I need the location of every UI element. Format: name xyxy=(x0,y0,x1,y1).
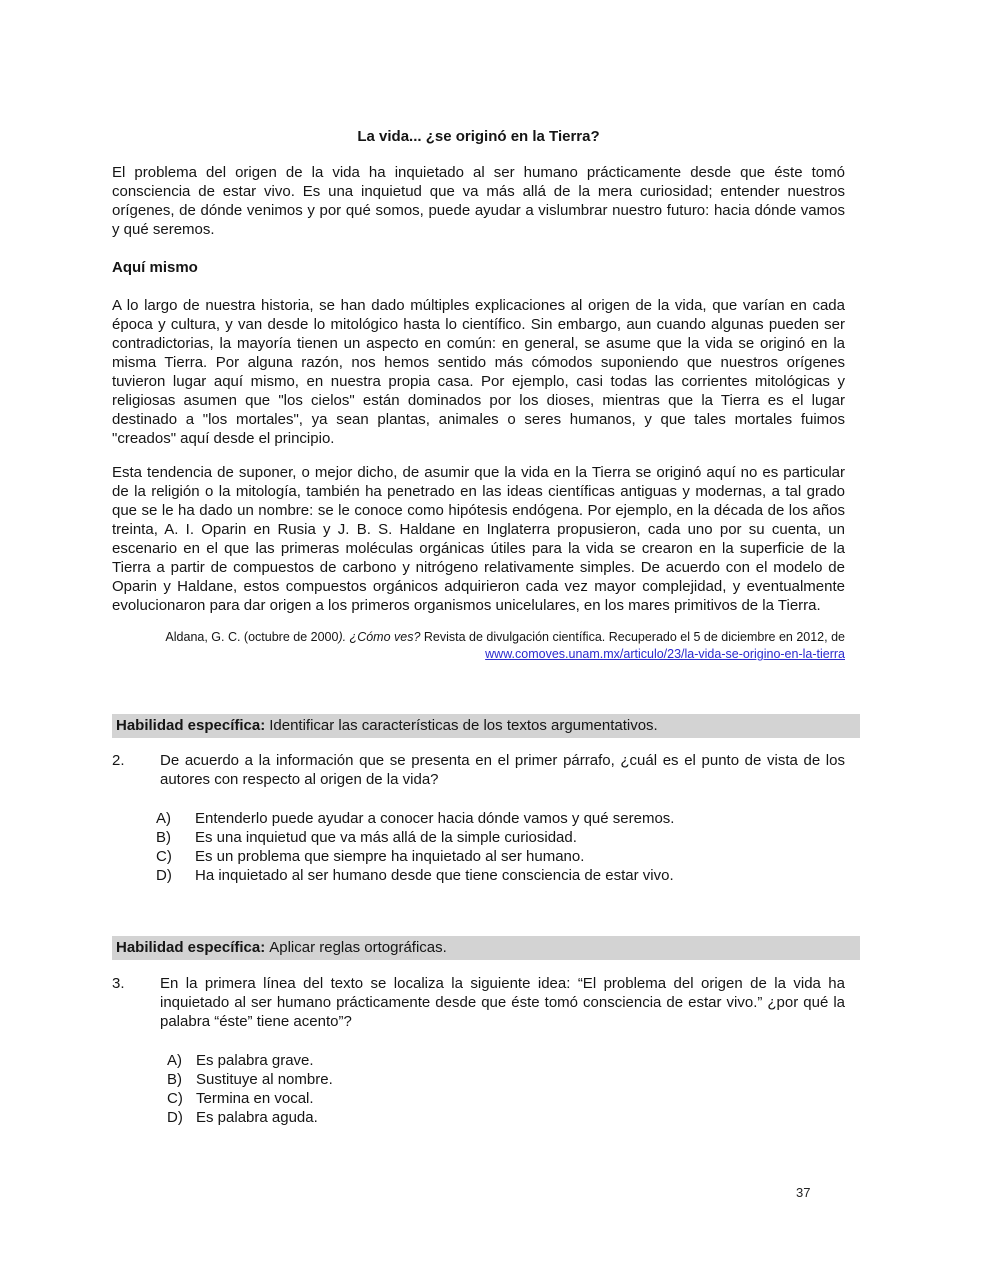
citation xyxy=(112,629,845,663)
question-2 xyxy=(112,751,845,789)
option-3c-text: Termina en vocal. xyxy=(196,1090,314,1107)
option-2b-letter: B) xyxy=(156,829,171,846)
article-paragraph-2: A lo largo de nuestra historia, se han dado múltiples explicaciones al origen de la vida, que varían en cada época y cultura, y van desde lo mitológico hasta lo científico. Sin embargo, aun cuando algunas pueden ser contradictorias, la mayoría tienen un aspecto en común: en general, se asume que la vida se originó en la misma Tierra. Por alguna razón, nos hemos sentido más cómodos suponiendo que nuestros orígenes tuvieron lugar aquí mismo, en nuestra propia casa. Por ejemplo, casi todas las corrientes mitológicas y religiosas asumen que "los cielos" están dominados por los dioses, mientras que la Tierra es el lugar destinado a "los mortales", ya sean plantas, animales o seres humanos, y que tales mortales fuimos "creados" aquí desde el principio. xyxy=(112,297,845,447)
citation-link[interactable]: www.comoves.unam.mx/articulo/23/la-vida-se-origino-en-la-tierra xyxy=(485,647,845,661)
option-2c xyxy=(156,847,845,866)
skill-bar-2 xyxy=(112,936,860,960)
page-content xyxy=(112,127,860,1127)
option-3a xyxy=(167,1051,845,1070)
citation-text-end: Revista de divulgación científica. Recuperado el 5 de diciembre en 2012, de xyxy=(420,630,845,644)
option-2c-text: Es un problema que siempre ha inquietado al ser humano. xyxy=(195,848,585,865)
option-3b-text: Sustituye al nombre. xyxy=(196,1071,333,1088)
question-2-text: De acuerdo a la información que se presenta en el primer párrafo, ¿cuál es el punto de vista de los autores con respecto al origen de la vida? xyxy=(160,752,845,788)
skill-text-2: Aplicar reglas ortográficas. xyxy=(269,939,447,956)
option-2a xyxy=(156,809,845,828)
article-paragraph-1: El problema del origen de la vida ha inquietado al ser humano prácticamente desde que éste tomó consciencia de estar vivo. Es una inquietud que va más allá de la mera curiosidad; entender nuestros orígenes, de dónde venimos y por qué somos, puede ayudar a vislumbrar nuestro futuro: hacia dónde vamos y qué seremos. xyxy=(112,164,845,238)
option-3a-text: Es palabra grave. xyxy=(196,1052,314,1069)
article-subheading: Aquí mismo xyxy=(112,259,198,276)
option-3d-text: Es palabra aguda. xyxy=(196,1109,318,1126)
option-3b xyxy=(167,1070,845,1089)
option-2d xyxy=(156,866,845,885)
article-title: La vida... ¿se originó en la Tierra? xyxy=(357,128,600,145)
question-3-text: En la primera línea del texto se localiza la siguiente idea: “El problema del origen de la vida ha inquietado al ser humano prácticamente desde que éste tomó consciencia de estar vivo.” ¿por qué la palabra “éste” tiene acento”? xyxy=(160,975,845,1030)
citation-text-start: Aldana, G. C. (octubre de 2000 xyxy=(165,630,339,644)
question-2-number: 2. xyxy=(112,752,125,769)
citation-text-italic: ). ¿Cómo ves? xyxy=(338,630,421,644)
option-2b-text: Es una inquietud que va más allá de la simple curiosidad. xyxy=(195,829,577,846)
option-2d-text: Ha inquietado al ser humano desde que tiene consciencia de estar vivo. xyxy=(195,867,674,884)
question-3-number: 3. xyxy=(112,975,125,992)
option-2c-letter: C) xyxy=(156,848,172,865)
option-2a-letter: A) xyxy=(156,810,171,827)
option-3d-letter: D) xyxy=(167,1109,183,1126)
page-number: 37 xyxy=(796,1185,811,1200)
option-2b xyxy=(156,828,845,847)
question-3-options xyxy=(167,1051,845,1127)
article-paragraph-3: Esta tendencia de suponer, o mejor dicho, de asumir que la vida en la Tierra se originó aquí no es particular de la religión o la mitología, también ha penetrado en las ideas científicas antiguas y modernas, a tal grado que se le ha dado un nombre: se le conoce como hipótesis endógena. Por ejemplo, en la década de los años treinta, A. I. Oparin en Rusia y J. B. S. Haldane en Inglaterra propusieron, cada uno por su cuenta, un escenario en el que las primeras moléculas orgánicas útiles para la vida se crearon en la superficie de la Tierra a partir de compuestos de carbono y nitrógeno relativamente simples. De acuerdo con el modelo de Oparin y Haldane, estos compuestos orgánicos adquirieron cada vez mayor complejidad, y eventualmente evolucionaron para dar origen a los primeros organismos unicelulares, en los mares primitivos de la Tierra. xyxy=(112,464,845,614)
option-3a-letter: A) xyxy=(167,1052,182,1069)
skill-text-1: Identificar las características de los textos argumentativos. xyxy=(269,717,658,734)
option-2a-text: Entenderlo puede ayudar a conocer hacia dónde vamos y qué seremos. xyxy=(195,810,675,827)
option-3c-letter: C) xyxy=(167,1090,183,1107)
skill-bar-1 xyxy=(112,714,860,738)
option-3d xyxy=(167,1108,845,1127)
question-3 xyxy=(112,974,845,1031)
skill-label-1: Habilidad específica: xyxy=(116,717,266,734)
option-2d-letter: D) xyxy=(156,867,172,884)
citation-line xyxy=(165,630,845,644)
question-2-options xyxy=(156,809,845,885)
option-3b-letter: B) xyxy=(167,1071,182,1088)
skill-label-2: Habilidad específica: xyxy=(116,939,266,956)
option-3c xyxy=(167,1089,845,1108)
